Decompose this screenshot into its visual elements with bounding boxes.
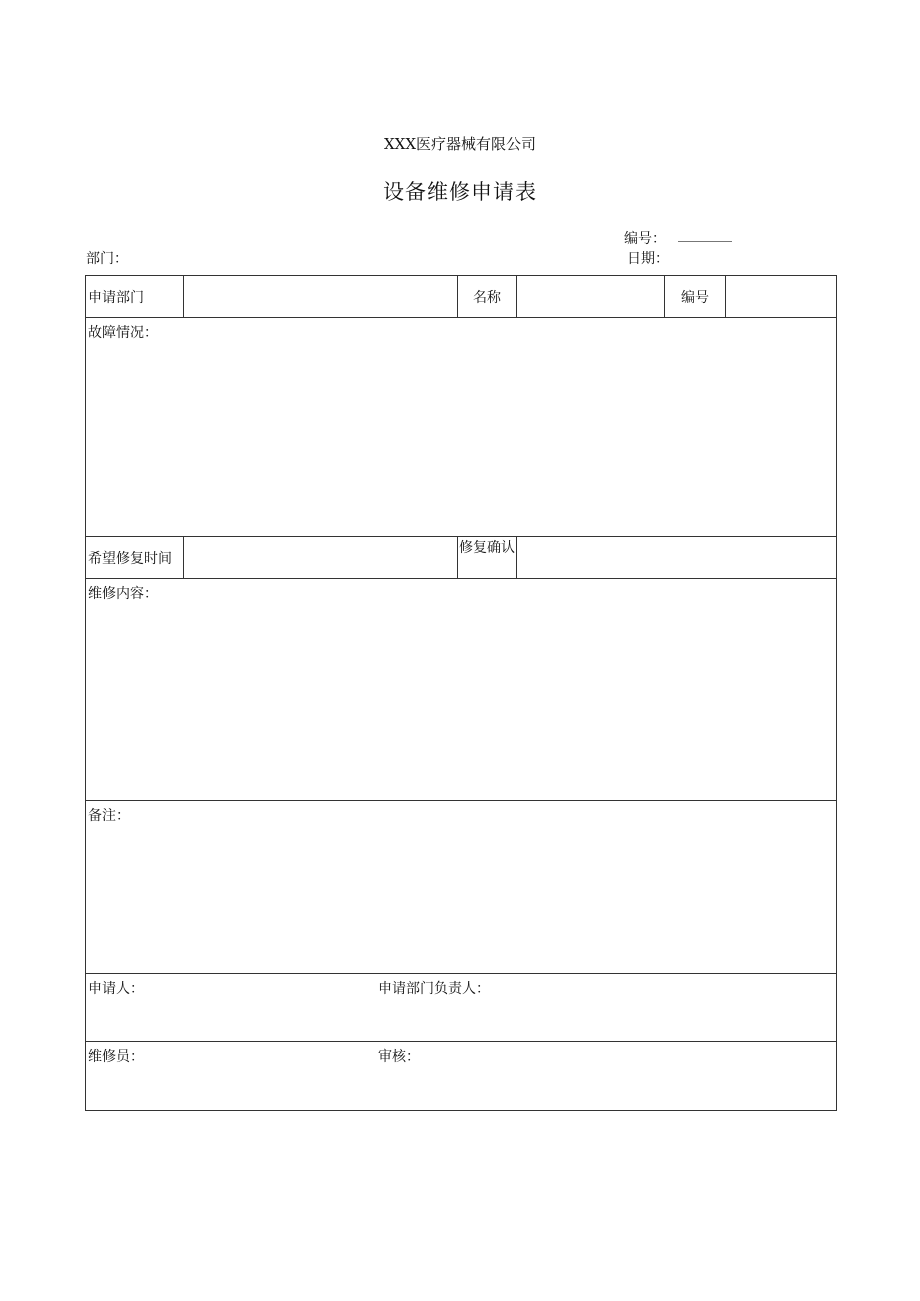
table-row-fault: [86, 318, 837, 537]
equipment-serial-label: 编号: [665, 276, 726, 318]
form-title: 设备维修申请表: [383, 180, 537, 204]
date-label: 日期：: [627, 251, 669, 267]
remarks-area[interactable]: [86, 801, 837, 974]
fault-description-area[interactable]: [86, 318, 837, 537]
table-row-basic-info: [86, 276, 837, 318]
table-row-repair-content: [86, 579, 837, 801]
expected-repair-time-field[interactable]: [184, 537, 458, 579]
serial-number-blank[interactable]: [678, 241, 732, 242]
serial-number-label: 编号：: [624, 231, 666, 247]
applicant-signature-area[interactable]: [86, 974, 837, 1042]
repair-signature-area[interactable]: [86, 1042, 837, 1111]
repair-request-table: [85, 275, 837, 1111]
expected-repair-time-label: 希望修复时间: [86, 537, 184, 579]
equipment-name-label: 名称: [458, 276, 517, 318]
repairman-label: 维修员：: [88, 1049, 144, 1065]
applicant-dept-field[interactable]: [184, 276, 458, 318]
repair-content-label: 维修内容：: [88, 586, 158, 602]
department-label: 部门：: [86, 251, 128, 267]
equipment-name-field[interactable]: [517, 276, 665, 318]
table-row-repair-signatures: [86, 1042, 837, 1111]
remarks-label: 备注：: [88, 808, 130, 824]
equipment-serial-field[interactable]: [726, 276, 837, 318]
reviewer-label: 审核：: [378, 1049, 420, 1065]
repair-confirm-label: 修复确认: [458, 537, 517, 579]
repair-content-area[interactable]: [86, 579, 837, 801]
fault-description-label: 故障情况：: [88, 325, 158, 341]
table-row-remarks: [86, 801, 837, 974]
table-row-applicant-signatures: [86, 974, 837, 1042]
applicant-label: 申请人：: [88, 981, 144, 997]
repair-confirm-field[interactable]: [517, 537, 837, 579]
applicant-dept-label: 申请部门: [86, 276, 184, 318]
company-name: XXX医疗器械有限公司: [383, 135, 537, 153]
table-row-schedule: [86, 537, 837, 579]
dept-head-label: 申请部门负责人：: [378, 981, 490, 997]
